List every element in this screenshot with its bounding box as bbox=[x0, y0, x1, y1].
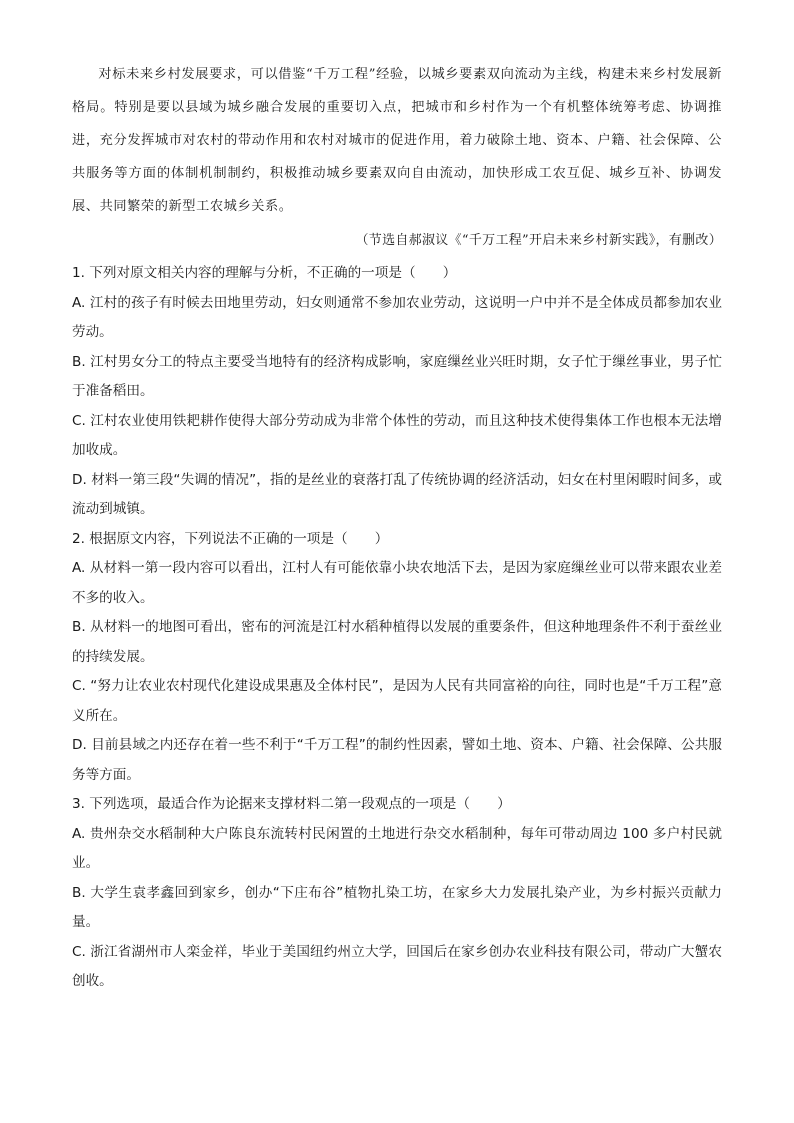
passage-paragraph: 对标未来乡村发展要求，可以借鉴“千万工程”经验，以城乡要素双向流动为主线，构建未来乡村发展新格局。特别是要以县域为城乡融合发展的重要切入点，把城市和乡村作为一个有机整体统筹考虑、协调推进，充分发挥城市对农村的带动作用和农村对城市的促进作用，着力破除土地、资本、户籍、社会保障、公共服务等方面的体制机制制约，积极推动城乡要素双向自由流动，加快形成工农互促、城乡互补、协调发展、共同繁荣的新型工农城乡关系。 bbox=[72, 67, 722, 214]
option-b: B. 江村男女分工的特点主要受当地特有的经济构成影响，家庭缫丝业兴旺时期，女子忙于缫丝事业，男子忙于准备稻田。 bbox=[72, 353, 722, 399]
question-1 bbox=[72, 259, 722, 525]
option-d: D. 材料一第三段“失调的情况”，指的是丝业的衰落打乱了传统协调的经济活动，妇女在村里闲暇时间多，或流动到城镇。 bbox=[72, 471, 722, 517]
option-c: C. “努力让农业农村现代化建设成果惠及全体村民”，是因为人民有共同富裕的向往，同时也是“千万工程”意义所在。 bbox=[72, 678, 722, 724]
option-c: C. 江村农业使用铁耙耕作使得大部分劳动成为非常个体性的劳动，而且这种技术使得集体工作也根本无法增加收成。 bbox=[72, 412, 722, 458]
question-2 bbox=[72, 525, 722, 791]
option-d: D. 目前县域之内还存在着一些不利于“千万工程”的制约性因素，譬如土地、资本、户籍、社会保障、公共服务等方面。 bbox=[72, 737, 722, 783]
question-stem: 1. 下列对原文相关内容的理解与分析，不正确的一项是（ ） bbox=[72, 265, 457, 281]
passage-source: （节选自郝淑议《“千万工程”开启未来乡村新实践》，有删改） bbox=[355, 233, 722, 248]
option-b: B. 大学生袁孝鑫回到家乡，创办“下庄布谷”植物扎染工坊，在家乡大力发展扎染产业，为乡村振兴贡献力量。 bbox=[72, 884, 722, 930]
option-c: C. 浙江省湖州市人栾金祥，毕业于美国纽约州立大学，回国后在家乡创办农业科技有限公司，带动广大蟹农创收。 bbox=[72, 943, 722, 989]
option-a: A. 贵州杂交水稻制种大户陈良东流转村民闲置的土地进行杂交水稻制种，每年可带动周边 100 多户村民就业。 bbox=[72, 825, 722, 871]
question-stem: 2. 根据原文内容，下列说法不正确的一项是（ ） bbox=[72, 530, 389, 547]
option-a: A. 江村的孩子有时候去田地里劳动，妇女则通常不参加农业劳动，这说明一户中并不是全体成员都参加农业劳动。 bbox=[72, 294, 722, 340]
passage bbox=[72, 58, 722, 223]
question-3 bbox=[72, 790, 722, 997]
option-a: A. 从材料一第一段内容可以看出，江村人有可能依靠小块农地活下去，是因为家庭缫丝业可以带来跟农业差不多的收入。 bbox=[72, 560, 722, 606]
option-b: B. 从材料一的地图可看出，密布的河流是江村水稻种植得以发展的重要条件，但这种地理条件不利于蚕丝业的持续发展。 bbox=[72, 619, 722, 665]
question-stem: 3. 下列选项，最适合作为论据来支撑材料二第一段观点的一项是（ ） bbox=[72, 796, 511, 812]
document-page bbox=[72, 58, 722, 997]
